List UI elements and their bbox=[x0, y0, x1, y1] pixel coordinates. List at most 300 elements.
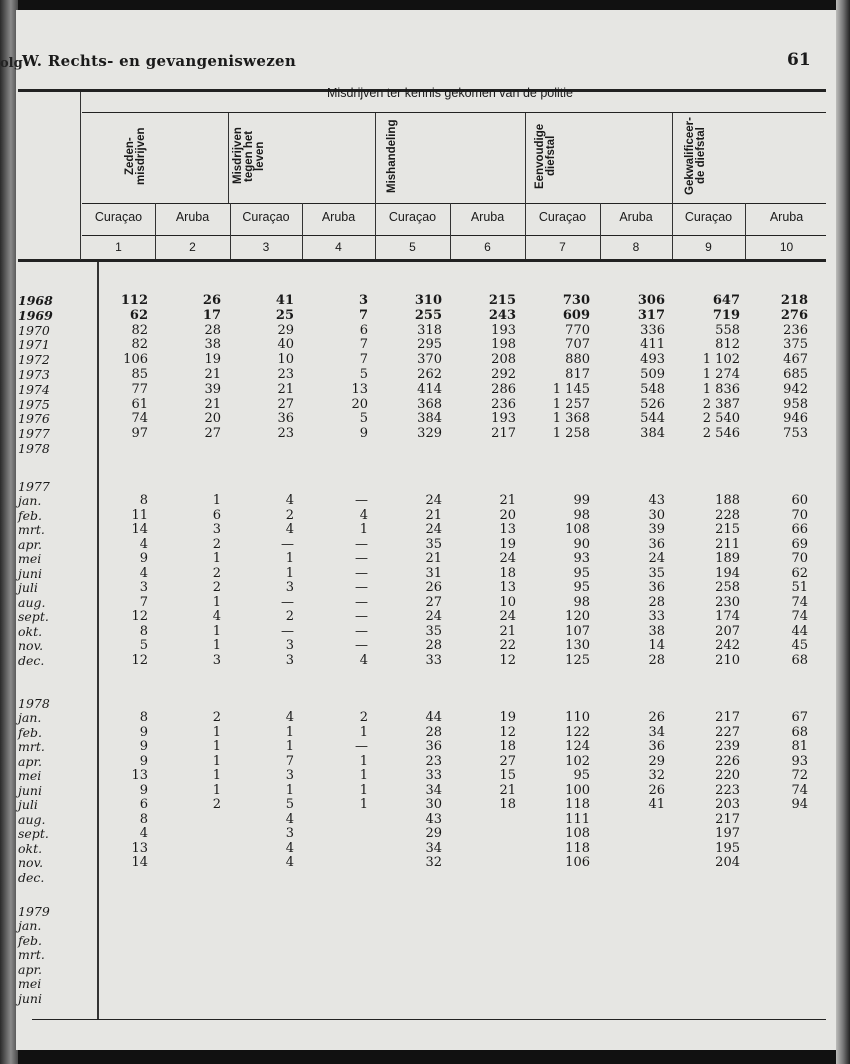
table-cell: 21 bbox=[204, 396, 221, 412]
table-cell: 24 bbox=[425, 522, 442, 537]
table-cell: 7 bbox=[359, 337, 368, 353]
table-cell: 23 bbox=[277, 426, 294, 442]
table-cell: 770 bbox=[565, 322, 590, 338]
table-cell: 66 bbox=[791, 522, 808, 537]
table-cell: 29 bbox=[277, 322, 294, 338]
adjacent-page-fragment: olg bbox=[0, 56, 23, 71]
table-cell: 77 bbox=[131, 381, 148, 397]
table-spanner-heading: Misdrijven ter kennis gekomen van de politie bbox=[327, 86, 573, 100]
table-cell: 20 bbox=[499, 507, 516, 523]
table-cell: 95 bbox=[573, 580, 590, 595]
table-cell: 207 bbox=[715, 623, 740, 639]
row-label: feb. bbox=[18, 507, 42, 523]
page-number: 61 bbox=[787, 50, 811, 70]
table-cell: 19 bbox=[499, 536, 516, 552]
table-cell: 193 bbox=[491, 322, 516, 338]
table-cell: — bbox=[355, 580, 368, 595]
table-cell: 82 bbox=[131, 337, 148, 353]
row-label: juli bbox=[18, 580, 38, 595]
table-cell: 81 bbox=[791, 739, 808, 754]
table-cell: 13 bbox=[351, 381, 368, 397]
table-cell: 223 bbox=[715, 782, 740, 798]
column-header: Aruba bbox=[769, 210, 804, 224]
table-cell: 21 bbox=[499, 493, 516, 508]
table-cell: 32 bbox=[648, 768, 665, 783]
table-cell: 317 bbox=[637, 307, 665, 323]
column-number: 6 bbox=[484, 240, 491, 254]
header-left-rule bbox=[80, 92, 81, 260]
table-cell: 2 540 bbox=[702, 411, 740, 427]
table-cell: 28 bbox=[648, 652, 665, 668]
row-label: juni bbox=[18, 782, 42, 798]
table-cell: 1 bbox=[212, 594, 221, 610]
table-cell: 99 bbox=[573, 493, 590, 508]
row-label: aug. bbox=[18, 811, 46, 827]
table-cell: — bbox=[355, 739, 368, 754]
table-cell: 19 bbox=[499, 710, 516, 725]
table-cell: 208 bbox=[491, 352, 516, 368]
table-cell: 368 bbox=[417, 396, 442, 412]
table-cell: 18 bbox=[499, 565, 516, 581]
table-cell: — bbox=[355, 551, 368, 566]
table-cell: 9 bbox=[139, 753, 148, 769]
table-cell: 9 bbox=[139, 724, 148, 740]
table-cell: 4 bbox=[285, 493, 294, 508]
table-cell: 227 bbox=[715, 724, 740, 740]
table-cell: 12 bbox=[131, 609, 148, 624]
table-cell: 43 bbox=[425, 811, 442, 827]
column-header: Curaçao bbox=[684, 210, 733, 224]
table-cell: 28 bbox=[425, 638, 442, 653]
table-cell: 242 bbox=[715, 638, 740, 653]
row-label: mei bbox=[18, 551, 42, 566]
row-label: okt. bbox=[18, 623, 43, 639]
table-cell: 1 bbox=[212, 638, 221, 653]
row-label: mrt. bbox=[18, 947, 45, 962]
table-cell: 36 bbox=[648, 536, 665, 552]
table-cell: 102 bbox=[565, 753, 590, 769]
column-number: 7 bbox=[559, 240, 566, 254]
row-label: nov. bbox=[18, 855, 44, 870]
table-cell: 72 bbox=[791, 768, 808, 783]
table-cell: 18 bbox=[499, 739, 516, 754]
table-cell: 3 bbox=[139, 580, 148, 595]
table-cell: 11 bbox=[131, 507, 148, 523]
row-label: 1975 bbox=[18, 396, 50, 412]
table-cell: 195 bbox=[715, 840, 740, 856]
table-cell: 203 bbox=[715, 797, 740, 812]
table-cell: 34 bbox=[425, 840, 442, 856]
table-cell: 211 bbox=[715, 536, 740, 552]
table-cell: 414 bbox=[417, 381, 442, 397]
table-cell: 5 bbox=[359, 367, 368, 382]
table-cell: 1 274 bbox=[702, 367, 740, 382]
column-number: 1 bbox=[115, 240, 122, 254]
table-cell: 10 bbox=[277, 352, 294, 368]
table-cell: 5 bbox=[359, 411, 368, 427]
table-cell: 1 bbox=[285, 551, 294, 566]
table-cell: 215 bbox=[488, 293, 516, 308]
table-cell: 2 bbox=[212, 565, 221, 581]
row-label: juni bbox=[18, 990, 42, 1006]
table-cell: — bbox=[355, 536, 368, 552]
table-cell: 40 bbox=[277, 337, 294, 353]
table-cell: 1 bbox=[285, 565, 294, 581]
table-cell: 106 bbox=[123, 352, 148, 368]
row-label: jan. bbox=[18, 710, 42, 725]
category-heading: Eenvoudige diefstal bbox=[534, 123, 557, 189]
table-cell: 218 bbox=[780, 293, 808, 308]
table-cell: 3 bbox=[285, 580, 294, 595]
column-number: 5 bbox=[409, 240, 416, 254]
table-cell: 1 258 bbox=[552, 426, 590, 442]
table-cell: 67 bbox=[791, 710, 808, 725]
table-cell: 111 bbox=[565, 811, 590, 827]
table-cell: 467 bbox=[783, 352, 808, 368]
column-header: Aruba bbox=[175, 210, 210, 224]
table-cell: 384 bbox=[417, 411, 442, 427]
table-cell: — bbox=[281, 536, 294, 552]
table-cell: 230 bbox=[715, 594, 740, 610]
table-cell: 74 bbox=[791, 594, 808, 610]
table-cell: 74 bbox=[131, 411, 148, 427]
table-cell: 26 bbox=[202, 293, 221, 308]
table-cell: 95 bbox=[573, 768, 590, 783]
column-header: Curaçao bbox=[242, 210, 290, 224]
table-cell: 4 bbox=[285, 855, 294, 870]
table-cell: 10 bbox=[499, 594, 516, 610]
table-cell: 276 bbox=[780, 307, 808, 323]
table-cell: 4 bbox=[359, 652, 368, 668]
table-cell: 36 bbox=[648, 739, 665, 754]
rule bbox=[82, 112, 826, 113]
table-cell: 2 bbox=[212, 797, 221, 812]
table-cell: 2 bbox=[212, 710, 221, 725]
table-cell: 1 bbox=[212, 782, 221, 798]
table-cell: 189 bbox=[715, 551, 740, 566]
row-label: jan. bbox=[18, 918, 42, 933]
table-cell: 14 bbox=[648, 638, 665, 653]
table-cell: 558 bbox=[715, 322, 740, 338]
table-cell: 90 bbox=[573, 536, 590, 552]
table-cell: 97 bbox=[131, 426, 148, 442]
table-cell: 942 bbox=[783, 381, 808, 397]
column-number: 2 bbox=[189, 240, 196, 254]
table-cell: 194 bbox=[715, 565, 740, 581]
category-divider bbox=[525, 113, 526, 203]
table-cell: 5 bbox=[139, 638, 148, 653]
table-cell: 3 bbox=[285, 638, 294, 653]
table-cell: 100 bbox=[565, 782, 590, 798]
table-cell: 1 bbox=[285, 739, 294, 754]
table-cell: 8 bbox=[139, 710, 148, 725]
table-cell: 31 bbox=[425, 565, 442, 581]
table-cell: 1 bbox=[285, 724, 294, 740]
table-cell: 24 bbox=[648, 551, 665, 566]
bottom-rule bbox=[32, 1019, 826, 1020]
row-label: 1976 bbox=[18, 411, 50, 427]
row-label: apr. bbox=[18, 536, 43, 552]
table-cell: 27 bbox=[277, 396, 294, 412]
row-label: dec. bbox=[18, 869, 45, 885]
table-cell: 812 bbox=[715, 337, 740, 353]
table-cell: 85 bbox=[131, 367, 148, 382]
table-cell: 4 bbox=[212, 609, 221, 624]
table-cell: 15 bbox=[499, 768, 516, 783]
category-heading: Gekwalificeer- de diefstal bbox=[684, 117, 707, 195]
table-cell: 1 bbox=[359, 753, 368, 769]
table-cell: 74 bbox=[791, 609, 808, 624]
table-cell: 243 bbox=[488, 307, 516, 323]
row-label: juli bbox=[18, 797, 38, 812]
table-cell: 215 bbox=[715, 522, 740, 537]
table-cell: 9 bbox=[139, 782, 148, 798]
table-cell: 110 bbox=[565, 710, 590, 725]
table-cell: 98 bbox=[573, 594, 590, 610]
row-label: mrt. bbox=[18, 739, 45, 754]
row-label: 1972 bbox=[18, 352, 50, 368]
table-cell: 27 bbox=[499, 753, 516, 769]
table-cell: 33 bbox=[425, 652, 442, 668]
table-cell: 26 bbox=[648, 710, 665, 725]
table-cell: 3 bbox=[285, 652, 294, 668]
table-cell: 33 bbox=[648, 609, 665, 624]
table-cell: 292 bbox=[491, 367, 516, 382]
table-cell: 95 bbox=[573, 565, 590, 581]
table-cell: 730 bbox=[562, 293, 590, 308]
table-cell: 6 bbox=[212, 507, 221, 523]
category-heading: Mishandeling bbox=[386, 119, 398, 193]
table-cell: 14 bbox=[131, 855, 148, 870]
table-cell: 198 bbox=[491, 337, 516, 353]
table-cell: 9 bbox=[139, 551, 148, 566]
table-cell: 122 bbox=[565, 724, 590, 740]
table-cell: 108 bbox=[565, 826, 590, 841]
table-cell: 28 bbox=[204, 322, 221, 338]
table-cell: 4 bbox=[139, 536, 148, 552]
table-cell: 19 bbox=[204, 352, 221, 368]
table-cell: 204 bbox=[715, 855, 740, 870]
table-cell: 28 bbox=[648, 594, 665, 610]
row-label: sept. bbox=[18, 826, 49, 841]
table-cell: 3 bbox=[285, 768, 294, 783]
table-cell: 17 bbox=[202, 307, 221, 323]
table-cell: 174 bbox=[715, 609, 740, 624]
row-label: 1969 bbox=[18, 307, 53, 323]
table-cell: 24 bbox=[499, 609, 516, 624]
table-cell: 13 bbox=[499, 522, 516, 537]
table-cell: 2 bbox=[359, 710, 368, 725]
row-label: sept. bbox=[18, 609, 49, 624]
category-divider bbox=[228, 113, 229, 203]
table-cell: 94 bbox=[791, 797, 808, 812]
page-title: W. Rechts- en gevangeniswezen bbox=[22, 52, 297, 70]
table-cell: 1 102 bbox=[702, 352, 740, 368]
table-cell: 34 bbox=[425, 782, 442, 798]
table-cell: 295 bbox=[417, 337, 442, 353]
row-label: apr. bbox=[18, 753, 43, 769]
table-cell: 33 bbox=[425, 768, 442, 783]
column-header: Curaçao bbox=[538, 210, 587, 224]
table-cell: 647 bbox=[712, 293, 740, 308]
table-cell: 21 bbox=[499, 623, 516, 639]
table-cell: 62 bbox=[129, 307, 148, 323]
table-cell: 384 bbox=[640, 426, 665, 442]
row-label: 1970 bbox=[18, 322, 50, 338]
table-cell: 35 bbox=[425, 623, 442, 639]
table-cell: 44 bbox=[425, 710, 442, 725]
category-divider bbox=[672, 113, 673, 203]
table-cell: 2 bbox=[212, 536, 221, 552]
table-cell: 707 bbox=[565, 337, 590, 353]
year-label: 1977 bbox=[18, 479, 50, 494]
table-cell: 130 bbox=[565, 638, 590, 653]
rule bbox=[82, 235, 826, 236]
table-cell: 14 bbox=[131, 522, 148, 537]
table-cell: 946 bbox=[783, 411, 808, 427]
table-cell: 35 bbox=[648, 565, 665, 581]
table-cell: 26 bbox=[648, 782, 665, 798]
table-cell: 1 bbox=[212, 493, 221, 508]
table-cell: 43 bbox=[648, 493, 665, 508]
table-cell: 4 bbox=[285, 522, 294, 537]
table-cell: 12 bbox=[131, 652, 148, 668]
table-cell: 23 bbox=[277, 367, 294, 382]
table-cell: 258 bbox=[715, 580, 740, 595]
row-label: mei bbox=[18, 768, 42, 783]
table-cell: 544 bbox=[640, 411, 665, 427]
table-cell: 24 bbox=[499, 551, 516, 566]
table-cell: 25 bbox=[275, 307, 294, 323]
table-cell: 236 bbox=[491, 396, 516, 412]
table-cell: 336 bbox=[640, 322, 665, 338]
table-cell: 21 bbox=[425, 551, 442, 566]
table-cell: 1 bbox=[212, 551, 221, 566]
table-cell: 719 bbox=[712, 307, 740, 323]
table-cell: 62 bbox=[791, 565, 808, 581]
table-cell: 27 bbox=[425, 594, 442, 610]
table-cell: 8 bbox=[139, 493, 148, 508]
table-cell: 24 bbox=[425, 493, 442, 508]
table-cell: 4 bbox=[139, 565, 148, 581]
table-cell: 106 bbox=[565, 855, 590, 870]
table-cell: 4 bbox=[139, 826, 148, 841]
table-cell: 1 bbox=[359, 522, 368, 537]
column-header: Curaçao bbox=[388, 210, 437, 224]
table-cell: 82 bbox=[131, 322, 148, 338]
table-cell: 4 bbox=[285, 710, 294, 725]
table-cell: 5 bbox=[285, 797, 294, 812]
table-cell: 4 bbox=[285, 811, 294, 827]
table-cell: 28 bbox=[425, 724, 442, 740]
row-label: jan. bbox=[18, 493, 42, 508]
table-cell: 29 bbox=[425, 826, 442, 841]
table-cell: 217 bbox=[715, 811, 740, 827]
table-cell: 18 bbox=[499, 797, 516, 812]
row-label: apr. bbox=[18, 961, 43, 977]
header-bottom-rule bbox=[18, 259, 826, 262]
table-cell: 193 bbox=[491, 411, 516, 427]
table-cell: 36 bbox=[648, 580, 665, 595]
table-cell: 1 836 bbox=[702, 381, 740, 397]
table-cell: 36 bbox=[277, 411, 294, 427]
table-cell: 685 bbox=[783, 367, 808, 382]
table-cell: 8 bbox=[139, 811, 148, 827]
table-cell: 22 bbox=[499, 638, 516, 653]
table-cell: 2 bbox=[285, 507, 294, 523]
rule bbox=[82, 203, 826, 204]
row-label: nov. bbox=[18, 638, 44, 653]
table-cell: 107 bbox=[565, 623, 590, 639]
table-cell: 112 bbox=[120, 293, 148, 308]
table-cell: 1 368 bbox=[552, 411, 590, 427]
table-cell: 13 bbox=[131, 840, 148, 856]
table-cell: 70 bbox=[791, 507, 808, 523]
table-cell: 375 bbox=[783, 337, 808, 353]
table-cell: 45 bbox=[791, 638, 808, 653]
table-cell: 2 bbox=[285, 609, 294, 624]
table-cell: 493 bbox=[640, 352, 665, 368]
table-cell: 1 bbox=[212, 623, 221, 639]
table-cell: 236 bbox=[783, 322, 808, 338]
table-cell: 1 bbox=[285, 782, 294, 798]
table-cell: 2 387 bbox=[702, 396, 740, 412]
table-cell: 21 bbox=[425, 507, 442, 523]
table-cell: 509 bbox=[640, 367, 665, 382]
row-label: feb. bbox=[18, 724, 42, 740]
table-cell: — bbox=[355, 623, 368, 639]
table-cell: 7 bbox=[358, 307, 368, 323]
row-label: mrt. bbox=[18, 522, 45, 537]
row-label: 1973 bbox=[18, 367, 50, 382]
table-cell: 188 bbox=[715, 493, 740, 508]
table-cell: 318 bbox=[417, 322, 442, 338]
table-cell: 38 bbox=[648, 623, 665, 639]
table-cell: 3 bbox=[358, 293, 368, 308]
column-header: Aruba bbox=[619, 210, 653, 224]
table-cell: 220 bbox=[715, 768, 740, 783]
table-cell: — bbox=[281, 623, 294, 639]
table-cell: 20 bbox=[204, 411, 221, 427]
column-header: Aruba bbox=[321, 210, 356, 224]
column-number: 9 bbox=[705, 240, 712, 254]
table-cell: 228 bbox=[715, 507, 740, 523]
year-label: 1978 bbox=[18, 696, 50, 711]
table-cell: 41 bbox=[275, 293, 294, 308]
table-cell: 880 bbox=[565, 352, 590, 368]
table-cell: 753 bbox=[783, 426, 808, 442]
table-cell: 210 bbox=[715, 652, 740, 668]
table-cell: 12 bbox=[499, 724, 516, 740]
table-cell: 38 bbox=[204, 337, 221, 353]
table-cell: 2 bbox=[212, 580, 221, 595]
table-cell: 120 bbox=[565, 609, 590, 624]
table-cell: 548 bbox=[640, 381, 665, 397]
table-cell: 125 bbox=[565, 652, 590, 668]
table-cell: 30 bbox=[425, 797, 442, 812]
table-cell: 3 bbox=[212, 522, 221, 537]
row-label: okt. bbox=[18, 840, 43, 856]
row-label: 1977 bbox=[18, 426, 50, 442]
table-cell: 2 546 bbox=[702, 426, 740, 442]
column-number: 3 bbox=[262, 240, 270, 254]
table-cell: 1 bbox=[212, 768, 221, 783]
year-label: 1979 bbox=[18, 904, 50, 919]
table-cell: 306 bbox=[637, 293, 665, 308]
table-cell: 69 bbox=[791, 536, 808, 552]
table-cell: 124 bbox=[565, 739, 590, 754]
table-cell: 4 bbox=[359, 507, 368, 523]
